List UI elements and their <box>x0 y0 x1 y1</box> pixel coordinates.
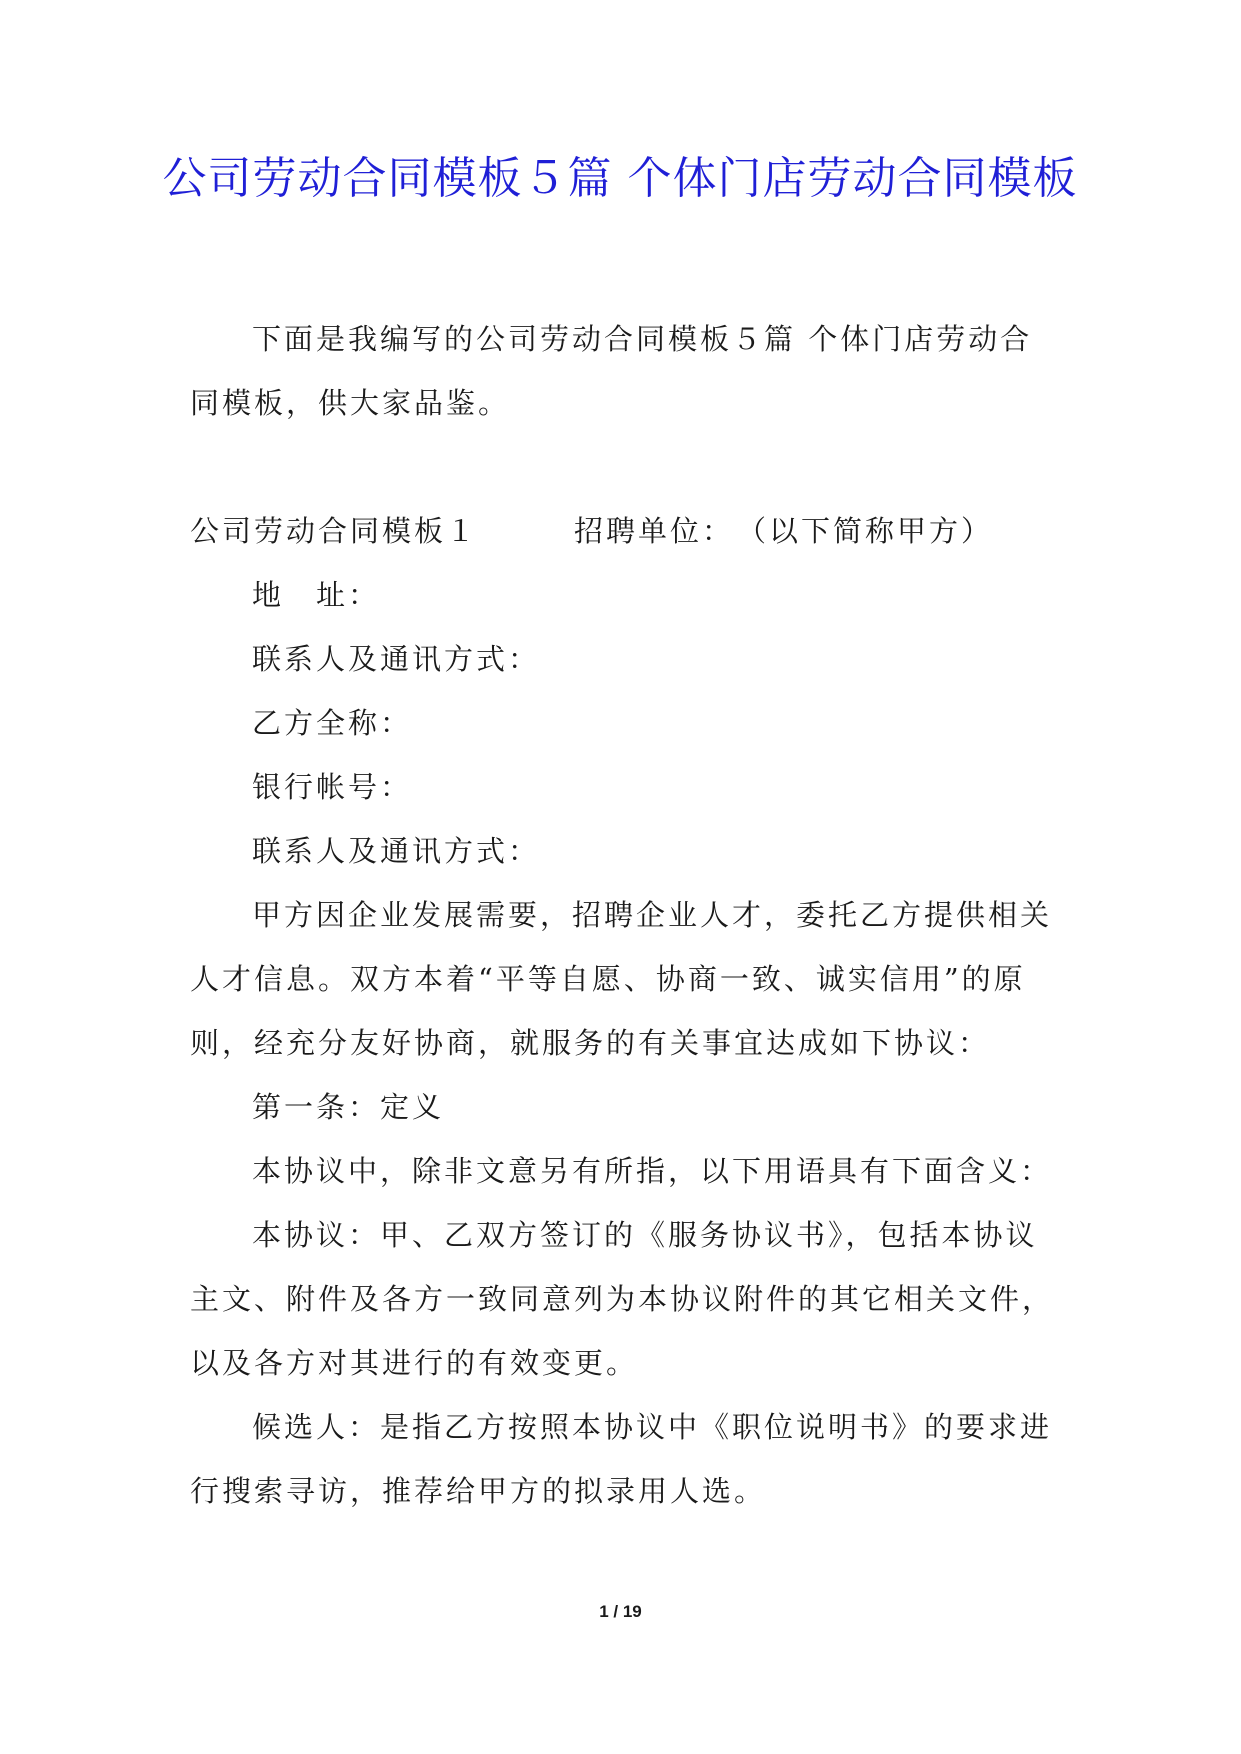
field-contact: 联系人及通讯方式： <box>252 642 541 676</box>
document-title: 公司劳动合同模板５篇 个体门店劳动合同模板 <box>162 153 1078 204</box>
field-address: 地 址： <box>252 578 381 612</box>
paragraph-purpose: 甲方因企业发展需要，招聘企业人才，委托乙方提供相关人才信息。双方本着“平等自愿、协商一致、诚实信用”的原则，经充分友好协商，就服务的有关事宜达成如下协议： <box>190 898 1053 1060</box>
field-party-b-name: 乙方全称： <box>252 706 413 740</box>
paragraph-agreement-definition: 本协议：甲、乙双方签订的《服务协议书》，包括本协议主文、附件及各方一致同意列为本协议附件的其它相关文件，以及各方对其进行的有效变更。 <box>190 1218 1055 1380</box>
document-body <box>190 307 1060 1523</box>
field-bank-account: 银行帐号： <box>252 770 413 804</box>
paragraph-candidate-definition: 候选人：是指乙方按照本协议中《职位说明书》的要求进行搜索寻访，推荐给甲方的拟录用人选。 <box>190 1410 1053 1508</box>
field-contact-2: 联系人及通讯方式： <box>252 834 541 868</box>
section-heading: 公司劳动合同模板１ 招聘单位： （以下简称甲方） <box>190 514 994 548</box>
article-one-heading: 第一条：定义 <box>252 1090 445 1124</box>
intro-paragraph: 下面是我编写的公司劳动合同模板５篇 个体门店劳动合同模板，供大家品鉴。 <box>190 322 1033 420</box>
spacer <box>190 435 1060 499</box>
paragraph-definitions-intro: 本协议中，除非文意另有所指，以下用语具有下面含义： <box>252 1154 1053 1188</box>
page-number: 1 / 19 <box>599 1602 642 1621</box>
